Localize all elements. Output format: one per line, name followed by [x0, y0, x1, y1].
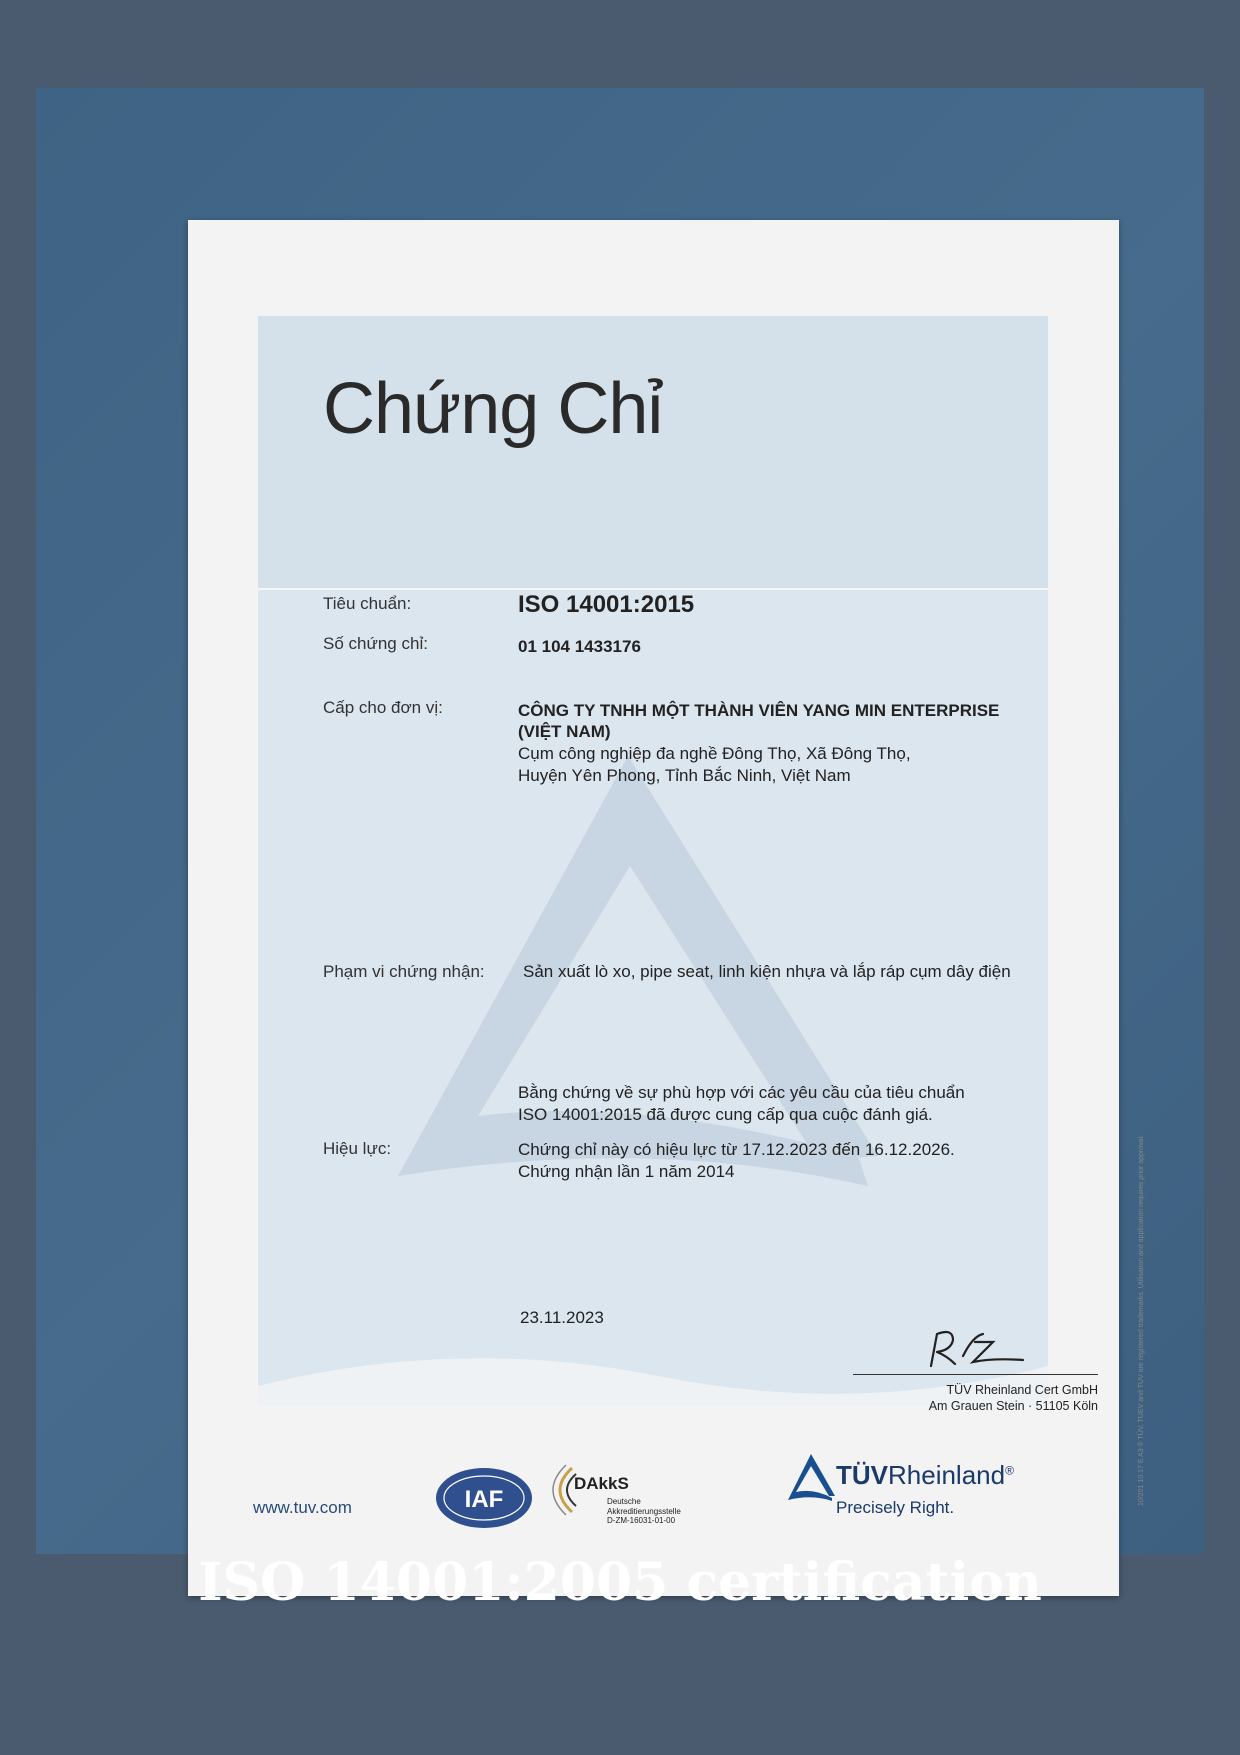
scope-label: Phạm vi chứng nhận: [323, 962, 485, 981]
image-caption: ISO 14001:2005 certification [198, 1552, 1042, 1613]
validity-label: Hiệu lực: [323, 1139, 392, 1158]
validity-line-1: Chứng chỉ này có hiệu lực từ 17.12.2023 đến 16.12.2026. [518, 1140, 955, 1159]
iaf-seal-icon [434, 1466, 534, 1530]
trademark-note: 10/201 10.17 E A3 ® TÜV, TUEV and TUV are registered trademarks. Utilisation and application requires prior approval. [1138, 1134, 1145, 1506]
company-name: CÔNG TY TNHH MỘT THÀNH VIÊN YANG MIN ENTERPRISE (VIỆT NAM) [518, 701, 1000, 741]
certificate-title: Chứng Chỉ [323, 369, 663, 449]
dakks-arcs-icon [544, 1464, 578, 1516]
issued-to-label: Cấp cho đơn vị: [323, 698, 443, 717]
certificate-number-label: Số chứng chỉ: [323, 634, 428, 653]
dakks-line-1: Deutsche [607, 1497, 641, 1506]
tuv-registered-mark: ® [1005, 1463, 1014, 1478]
dakks-name: DAkkS [574, 1474, 629, 1493]
tuv-triangle-logo-icon [786, 1452, 836, 1502]
dakks-line-3: D-ZM-16031-01-00 [607, 1516, 676, 1525]
issuer-line-2: Am Grauen Stein · 51105 Köln [928, 1399, 1098, 1413]
dakks-line-2: Akkreditierungsstelle [607, 1506, 681, 1516]
dakks-logo [544, 1460, 704, 1540]
panel-header-band [258, 316, 1048, 590]
tuv-rheinland-wordmark [836, 1460, 1014, 1491]
evidence-text: Bằng chứng về sự phù hợp với các yêu cầu của tiêu chuẩn ISO 14001:2015 đã được cung cấp qua cuộc đánh giá. [518, 1083, 965, 1124]
tuv-tagline: Precisely Right. [836, 1498, 955, 1517]
tuv-bold: TÜV [836, 1460, 888, 1490]
signature-line [853, 1374, 1098, 1375]
certificate-paper [188, 220, 1145, 1596]
signature-icon [923, 1326, 1033, 1371]
website-url: www.tuv.com [253, 1498, 352, 1517]
iaf-text: IAF [464, 1486, 504, 1513]
address-line-1: Cụm công nghiệp đa nghề Đông Thọ, Xã Đông Thọ, [518, 744, 911, 763]
standard-value: ISO 14001:2015 [518, 591, 695, 618]
address-line-2: Huyện Yên Phong, Tỉnh Bắc Ninh, Việt Nam [518, 766, 851, 785]
certificate-number-value: 01 104 1433176 [518, 637, 641, 656]
issuer-line-1: TÜV Rheinland Cert GmbH [946, 1383, 1098, 1397]
standard-label: Tiêu chuẩn: [323, 594, 412, 613]
certificate-photo [36, 88, 1204, 1554]
dakks-details [607, 1497, 681, 1526]
tuv-regular: Rheinland [888, 1460, 1006, 1490]
scope-value: Sản xuất lò xo, pipe seat, linh kiện nhựa và lắp ráp cụm dây điện [523, 962, 1011, 981]
issue-date: 23.11.2023 [520, 1308, 604, 1327]
validity-line-2: Chứng nhận lần 1 năm 2014 [518, 1162, 735, 1181]
